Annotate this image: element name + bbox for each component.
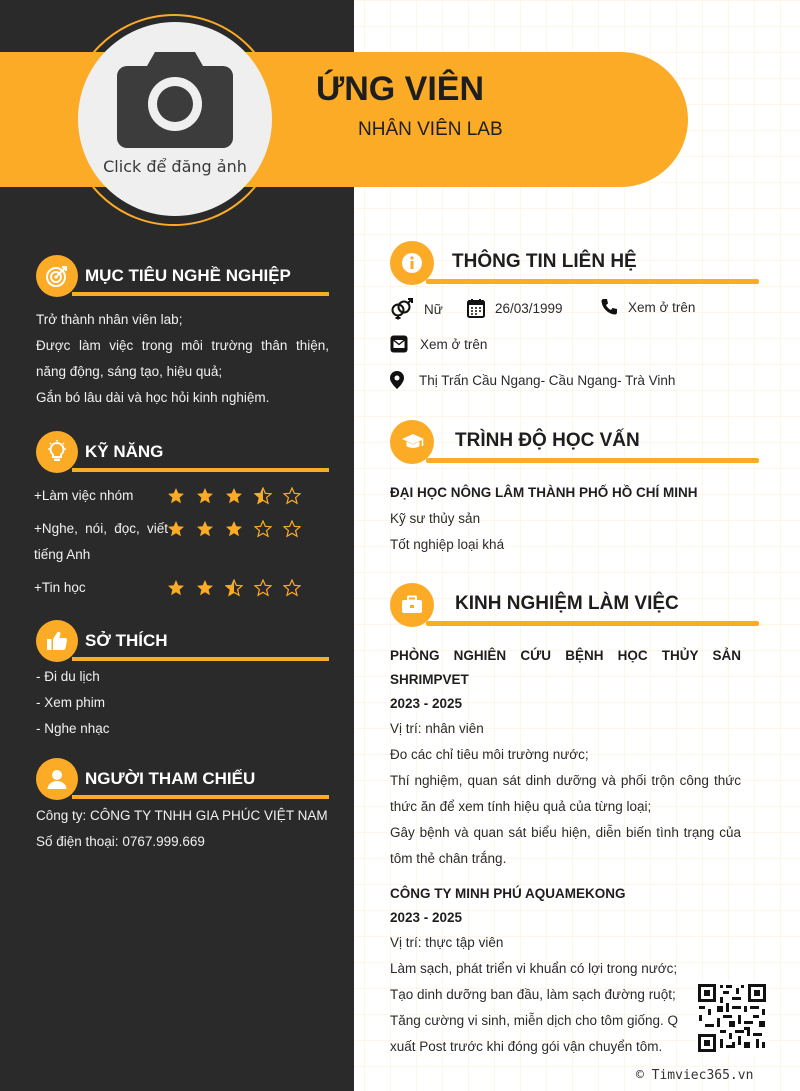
references-underline: [72, 795, 329, 799]
star-full-icon: [196, 520, 214, 538]
skill-name: +Nghe, nói, đọc, viết tiếng Anh: [34, 521, 168, 562]
phone-value: Xem ở trên: [628, 299, 696, 315]
candidate-position: NHÂN VIÊN LAB: [358, 119, 503, 140]
person-icon: [36, 758, 78, 800]
education-major: Kỹ sư thủy sản: [390, 511, 481, 526]
lightbulb-icon: [36, 431, 78, 473]
job-task: xuất Post trước khi đóng gói vận chuyển tôm.: [390, 1039, 663, 1054]
hobbies-title: SỞ THÍCH: [85, 631, 168, 650]
reference-company: Công ty: CÔNG TY TNHH GIA PHÚC VIỆT NAM: [36, 808, 328, 823]
star-empty-icon: [283, 520, 301, 538]
hobby-item: - Xem phim: [36, 695, 106, 710]
contact-email: [390, 335, 487, 353]
star-full-icon: [167, 579, 185, 597]
watermark: © Timviec365.vn: [636, 1068, 754, 1083]
hobby-item: - Đi du lịch: [36, 669, 100, 684]
experience-title: KINH NGHIỆM LÀM VIỆC: [455, 593, 679, 614]
contact-address: [390, 371, 675, 389]
job-task: Tăng cường vi sinh, miễn dịch cho tôm giống. Q: [390, 1013, 679, 1028]
skill-rating: [167, 487, 307, 505]
objective-line: Được làm việc trong môi trường thân thiện, năng động, sáng tạo, hiệu quả;: [36, 338, 329, 379]
star-half-icon: [225, 579, 243, 597]
contact-gender: [390, 298, 443, 320]
job-task: Đo các chỉ tiêu môi trường nước;: [390, 747, 589, 762]
star-empty-icon: [254, 579, 272, 597]
objective-section: [36, 255, 329, 411]
camera-icon: [115, 48, 235, 150]
star-full-icon: [167, 487, 185, 505]
job-task: Thí nghiệm, quan sát dinh dưỡng và phối trộn công thức thức ăn để xem tính hiệu quả của từng loại;: [390, 773, 741, 814]
education-school: ĐẠI HỌC NÔNG LÂM THÀNH PHỐ HỒ CHÍ MINH: [390, 485, 698, 500]
job-role: Vị trí: thực tập viên: [390, 935, 504, 950]
job-period: 2023 - 2025: [390, 696, 463, 711]
objective-line: Trở thành nhân viên lab;: [36, 312, 183, 327]
address-value: Thị Trấn Cầu Ngang- Cầu Ngang- Trà Vinh: [419, 372, 676, 388]
skill-name: +Làm việc nhóm: [34, 488, 134, 503]
skill-row: [34, 516, 329, 568]
hobby-item: - Nghe nhạc: [36, 721, 110, 736]
job-role: Vị trí: nhân viên: [390, 721, 484, 736]
star-empty-icon: [283, 487, 301, 505]
education-grade: Tốt nghiệp loại khá: [390, 537, 505, 552]
contact-title: THÔNG TIN LIÊN HỆ: [452, 251, 637, 272]
job-2: [390, 882, 741, 1060]
email-value: Xem ở trên: [420, 336, 488, 352]
education-title: TRÌNH ĐỘ HỌC VẤN: [455, 430, 640, 451]
phone-icon: [600, 298, 618, 316]
star-empty-icon: [254, 520, 272, 538]
objective-underline: [72, 292, 329, 296]
job-company: PHÒNG NGHIÊN CỨU BỆNH HỌC THỦY SẢN SHRIMPVET: [390, 648, 741, 687]
skill-name: +Tin học: [34, 580, 86, 595]
star-full-icon: [225, 487, 243, 505]
hobbies-underline: [72, 657, 329, 661]
star-full-icon: [196, 579, 214, 597]
thumbs-up-icon: [36, 620, 78, 662]
experience-underline: [426, 621, 759, 626]
skills-section: [34, 431, 329, 595]
objective-title: MỤC TIÊU NGHỀ NGHIỆP: [85, 266, 291, 285]
skill-rating: [167, 579, 307, 597]
star-empty-icon: [283, 579, 301, 597]
star-full-icon: [225, 520, 243, 538]
education-underline: [426, 458, 759, 463]
skill-row: [34, 483, 329, 509]
contact-dob: [467, 298, 563, 318]
star-half-icon: [254, 487, 272, 505]
map-pin-icon: [390, 371, 404, 389]
objective-line: Gắn bó lâu dài và học hỏi kinh nghiệm.: [36, 390, 270, 405]
gender-value: Nữ: [424, 301, 443, 317]
job-1: [390, 644, 741, 872]
candidate-name: ỨNG VIÊN: [316, 70, 485, 108]
job-task: Làm sạch, phát triển vi khuẩn có lợi trong nước;: [390, 961, 678, 976]
skill-rating: [167, 520, 307, 538]
calendar-icon: [467, 298, 485, 318]
reference-phone: Số điện thoại: 0767.999.669: [36, 834, 205, 849]
skill-row: [34, 575, 329, 601]
email-icon: [390, 335, 408, 353]
contact-phone: [600, 298, 695, 316]
skills-title: KỸ NĂNG: [85, 442, 164, 461]
avatar-caption: Click để đăng ảnh: [103, 157, 247, 176]
hobbies-section: [36, 620, 329, 742]
references-section: [36, 758, 329, 855]
avatar-upload[interactable]: [78, 22, 272, 216]
job-period: 2023 - 2025: [390, 910, 463, 925]
dob-value: 26/03/1999: [495, 300, 563, 316]
star-full-icon: [196, 487, 214, 505]
skills-underline: [72, 468, 329, 472]
target-icon: [36, 255, 78, 297]
star-full-icon: [167, 520, 185, 538]
job-task: Gây bệnh và quan sát biểu hiện, diễn biến tình trạng của tôm thẻ chân trắng.: [390, 825, 741, 866]
job-company: CÔNG TY MINH PHÚ AQUAMEKONG: [390, 886, 626, 901]
job-task: Tạo dinh dưỡng ban đầu, làm sạch đường ruột;: [390, 987, 676, 1002]
references-title: NGƯỜI THAM CHIẾU: [85, 769, 256, 788]
contact-underline: [426, 279, 759, 284]
qr-code: [696, 982, 768, 1054]
gender-icon: [390, 298, 414, 320]
